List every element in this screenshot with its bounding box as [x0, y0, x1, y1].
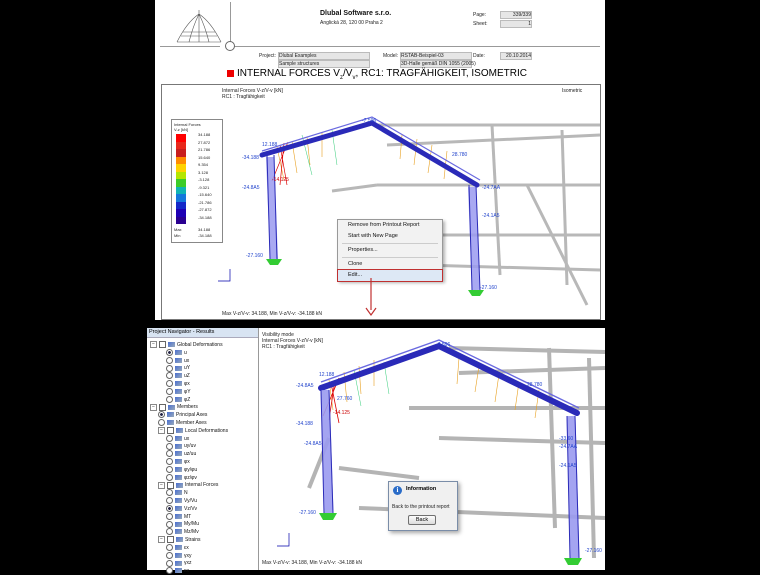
result-type-icon: [175, 436, 182, 441]
legend-value: -9.321: [198, 184, 210, 190]
date-label: Date:: [473, 53, 485, 59]
radio-button[interactable]: [166, 544, 173, 551]
expand-icon[interactable]: −: [158, 482, 165, 489]
radio-button[interactable]: [166, 521, 173, 528]
radio-button[interactable]: [166, 443, 173, 450]
view-label-left2: -34.188: [296, 421, 313, 427]
company-address: Anglická 28, 120 00 Praha 2: [320, 20, 383, 26]
result-type-icon: [176, 537, 183, 542]
nav-item[interactable]: [166, 450, 196, 458]
legend-value: 15.640: [198, 154, 211, 160]
legend-swatch: [176, 202, 186, 210]
view-label-right1: 28.780: [527, 382, 543, 388]
value-label-right1: 28.780: [452, 152, 468, 158]
nav-label: uz/uu: [184, 451, 197, 458]
radio-button[interactable]: [166, 552, 173, 559]
nav-item[interactable]: [166, 474, 197, 482]
arrow-down-icon: [364, 278, 378, 318]
nav-item[interactable]: [166, 528, 199, 536]
nav-label: Internal Forces: [185, 482, 219, 489]
result-type-icon: [175, 366, 182, 371]
information-dialog: [388, 481, 458, 531]
view-label-left3: -24.8A5: [304, 441, 322, 447]
legend-swatch: [176, 187, 186, 195]
menu-separator: [342, 257, 438, 258]
nav-label: uY: [184, 365, 191, 372]
radio-button[interactable]: [166, 567, 173, 574]
logo-anchor-circle: [225, 41, 235, 51]
dialog-message: Back to the printout report: [392, 504, 450, 510]
legend-value: 34.188: [198, 132, 211, 137]
expand-icon[interactable]: −: [150, 341, 157, 348]
context-menu: [337, 219, 443, 281]
nav-item[interactable]: [166, 388, 191, 396]
nav-item[interactable]: [166, 544, 189, 552]
expand-icon[interactable]: −: [150, 404, 157, 411]
nav-label: φx: [184, 459, 190, 465]
nav-item[interactable]: [166, 364, 190, 372]
legend-max-value: 34.188: [198, 227, 211, 232]
result-type-icon: [175, 397, 182, 402]
nav-group[interactable]: [150, 341, 223, 349]
value-label-right5: -27.160: [480, 285, 497, 291]
checkbox[interactable]: [159, 404, 166, 411]
nav-item[interactable]: [166, 559, 192, 567]
nav-label: ux: [184, 357, 190, 364]
radio-button[interactable]: [166, 528, 173, 535]
nav-item[interactable]: [166, 372, 190, 380]
result-type-icon: [175, 545, 182, 550]
back-button[interactable]: Back: [408, 515, 436, 525]
nav-item[interactable]: [166, 489, 188, 497]
nav-item[interactable]: [166, 357, 189, 365]
dialog-title: Information: [406, 486, 437, 492]
report-title: INTERNAL FORCES $V_z/V_v$, RC1: TRAGFÄHIGKEIT, ISOMETRIC: [237, 68, 527, 81]
legend-value: -3.128: [198, 177, 210, 182]
nav-label: Vy/Vu: [184, 498, 197, 504]
nav-item[interactable]: [166, 520, 199, 528]
nav-label: Members: [177, 404, 198, 411]
date-value: 20.10.2014: [500, 52, 532, 60]
legend-value: 9.354: [198, 162, 209, 167]
result-type-icon: [175, 514, 182, 519]
nav-label: uZ: [184, 373, 190, 380]
company-name: Dlubal Software s.r.o.: [320, 10, 392, 17]
menu-item-remove[interactable]: Remove from Printout Report: [348, 222, 420, 228]
nav-item[interactable]: [166, 435, 189, 443]
view-label-left1: -24.8A5: [296, 383, 314, 389]
radio-button[interactable]: [166, 396, 173, 403]
view-label-right5: -27.160: [585, 548, 602, 554]
view-caption-mode: Visibility mode: [262, 332, 294, 338]
checkbox[interactable]: [167, 427, 174, 434]
nav-group[interactable]: [150, 403, 198, 411]
result-type-icon: [175, 350, 182, 355]
legend-value: -34.188: [198, 214, 212, 220]
page-value: 339/339: [500, 11, 532, 19]
value-label-left1: -34.188: [242, 155, 259, 161]
radio-button[interactable]: [166, 365, 173, 372]
view-label-mid2: -14.125: [333, 410, 350, 416]
legend-title: Internal Forces: [174, 122, 201, 127]
legend-min-value: -34.188: [198, 233, 212, 238]
value-label-top: -7.596: [362, 118, 377, 124]
legend-swatch: [176, 194, 186, 202]
nav-group[interactable]: [158, 481, 218, 489]
view-caption-rc: RC1 : Tragfähigkeit: [262, 344, 305, 350]
project-value: Dlubal Examples: [278, 52, 370, 60]
result-type-icon: [175, 451, 182, 456]
project-sub: Sample structures: [278, 60, 370, 68]
view-label-left4: -27.160: [299, 510, 316, 516]
checkbox[interactable]: [167, 536, 174, 543]
nav-item[interactable]: [158, 411, 207, 419]
view-label-right3: -24.7AA: [559, 444, 578, 450]
result-type-icon: [175, 522, 182, 527]
view-label-mid3: 27.760: [337, 396, 353, 402]
radio-button[interactable]: [166, 505, 173, 512]
nav-item[interactable]: [166, 458, 190, 466]
value-label-mid2: -14.125: [272, 177, 289, 183]
menu-separator: [342, 243, 438, 244]
view-caption-forces: Internal Forces V-z/V-v [kN]: [262, 338, 323, 344]
radio-button[interactable]: [166, 388, 173, 395]
nav-label: N: [184, 490, 188, 497]
nav-label: u: [184, 349, 187, 356]
info-icon: i: [393, 486, 402, 495]
nav-label: φY: [184, 388, 191, 395]
result-type-icon: [175, 459, 182, 464]
nav-label: εx: [184, 544, 189, 551]
result-type-icon: [175, 498, 182, 503]
plot-view-label: Isometric: [562, 88, 583, 94]
legend-swatch: [176, 157, 186, 165]
nav-item[interactable]: [166, 380, 190, 388]
result-type-icon: [175, 553, 182, 558]
result-graphic[interactable]: [161, 84, 601, 320]
nav-label: MT: [184, 513, 192, 520]
result-type-icon: [175, 506, 182, 511]
radio-button[interactable]: [166, 357, 173, 364]
value-label-left2: -24.8A5: [242, 185, 260, 191]
menu-item-clone[interactable]: Clone: [348, 261, 363, 267]
view-label-mid1: 12.188: [319, 372, 335, 378]
nav-item[interactable]: [166, 513, 191, 521]
result-type-icon: [175, 568, 182, 573]
view-label-right4: -24.1A5: [559, 463, 577, 469]
sheet-value: 1: [500, 20, 532, 28]
project-label: Project:: [259, 53, 276, 59]
legend-swatch: [176, 209, 186, 217]
radio-button[interactable]: [158, 411, 165, 418]
nav-label: γxy: [184, 552, 192, 559]
legend-swatch: [176, 179, 186, 187]
legend-swatch: [176, 164, 186, 172]
sheet-label: Sheet:: [473, 21, 488, 27]
result-type-icon: [167, 420, 174, 425]
nav-item[interactable]: [166, 466, 197, 474]
printout-page: [155, 0, 605, 320]
expand-icon[interactable]: −: [158, 427, 165, 434]
view-label-right2: -33.60: [559, 436, 574, 442]
radio-button[interactable]: [158, 419, 165, 426]
result-type-icon: [175, 561, 182, 566]
checkbox[interactable]: [167, 482, 174, 489]
nav-label: My/Mu: [184, 521, 199, 528]
nav-label: uy/uv: [184, 443, 196, 450]
result-type-icon: [175, 475, 182, 480]
nav-item[interactable]: [166, 567, 189, 575]
legend-value: -27.872: [198, 207, 212, 212]
color-legend: [171, 119, 223, 243]
model-view[interactable]: [259, 328, 605, 570]
model-value: RSTAB-Beispiel-03: [400, 52, 472, 60]
radio-button[interactable]: [166, 466, 173, 473]
radio-button[interactable]: [166, 513, 173, 520]
value-label-mid1: 12.188: [262, 142, 278, 148]
menu-item-edit[interactable]: Edit...: [338, 270, 442, 281]
nav-label: Vz/Vv: [184, 505, 198, 512]
value-label-right4: -24.1A5: [482, 213, 500, 219]
value-label-right3: -24.7AA: [482, 185, 501, 191]
nav-item[interactable]: [158, 419, 207, 427]
model-sub: 3D-Halle gemäß DIN 1055 (2005): [401, 61, 476, 67]
radio-button[interactable]: [166, 349, 173, 356]
result-type-icon: [175, 444, 182, 449]
legend-min-label: Min: [174, 233, 181, 238]
nav-label: φz/φv: [184, 474, 197, 481]
plot-caption: Internal Forces V-z/V-v [kN]: [222, 88, 283, 94]
result-type-icon: [175, 490, 182, 495]
nav-group[interactable]: [158, 536, 201, 544]
radio-button[interactable]: [166, 450, 173, 457]
result-type-icon: [175, 529, 182, 534]
nav-label: φy/φu: [184, 466, 198, 473]
plot-footer: Max V-z/V-v: 34.188, Min V-z/V-v: -34.188 kN: [222, 311, 323, 317]
result-type-icon: [176, 428, 183, 433]
nav-item[interactable]: [166, 349, 187, 357]
legend-value: 27.872: [198, 139, 211, 145]
legend-max-label: Max: [174, 227, 182, 232]
nav-item[interactable]: [166, 442, 196, 450]
nav-label: Principal Axes: [176, 412, 208, 419]
nav-label: Strains: [185, 537, 201, 543]
legend-unit: V-z [kN]: [174, 127, 189, 132]
result-type-icon: [175, 467, 182, 472]
result-type-icon: [175, 389, 182, 394]
dlubal-logo-icon: [173, 8, 225, 46]
nav-group[interactable]: [158, 427, 228, 435]
nav-item[interactable]: [166, 552, 192, 560]
legend-value: -15.640: [198, 192, 212, 197]
radio-button[interactable]: [166, 372, 173, 379]
radio-button[interactable]: [166, 489, 173, 496]
plot-caption-rc: RC1 : Tragfähigkeit: [222, 94, 265, 100]
menu-item-properties[interactable]: Properties...: [348, 247, 378, 253]
nav-label: κx: [184, 568, 189, 575]
view-label-top: -7.596: [436, 342, 451, 348]
radio-button[interactable]: [166, 474, 173, 481]
nav-item[interactable]: [166, 505, 197, 513]
result-type-icon: [175, 373, 182, 378]
legend-swatch: [176, 149, 186, 157]
legend-swatch: [176, 217, 186, 225]
nav-label: ux: [184, 435, 190, 442]
checkbox[interactable]: [159, 341, 166, 348]
nav-label: φZ: [184, 396, 191, 403]
result-type-icon: [168, 342, 175, 347]
nav-item[interactable]: [166, 497, 197, 505]
radio-button[interactable]: [166, 497, 173, 504]
project-navigator: [147, 328, 259, 575]
result-type-icon: [175, 381, 182, 386]
nav-label: γxz: [184, 560, 192, 567]
legend-swatch: [176, 142, 186, 150]
value-label-left4: -27.160: [246, 253, 263, 259]
expand-icon[interactable]: −: [158, 536, 165, 543]
view-footer: Max V-z/V-v: 34.188, Min V-z/V-v: -34.188 kN: [262, 560, 363, 566]
nav-label: Mz/Mv: [184, 529, 199, 536]
model-label: Model:: [383, 53, 399, 59]
frame-3d-view: [259, 328, 605, 570]
radio-button[interactable]: [166, 380, 173, 387]
result-type-icon: [167, 412, 174, 417]
legend-swatch: [176, 134, 186, 142]
navigator-title: Project Navigator - Results: [147, 328, 258, 338]
legend-value: 21.786: [198, 147, 211, 152]
radio-button[interactable]: [166, 458, 173, 465]
legend-value: 3.128: [198, 169, 209, 175]
result-type-icon: [175, 358, 182, 363]
page-label: Page:: [473, 12, 487, 18]
menu-item-new-page[interactable]: Start with New Page: [348, 233, 398, 239]
result-type-icon: [176, 483, 183, 488]
nav-label: Global Deformations: [177, 342, 223, 348]
radio-button[interactable]: [166, 560, 173, 567]
nav-label: Local Deformations: [185, 427, 229, 434]
nav-item[interactable]: [166, 396, 190, 404]
result-type-icon: [168, 405, 175, 410]
legend-swatch: [176, 172, 186, 180]
radio-button[interactable]: [166, 435, 173, 442]
nav-label: φx: [184, 381, 190, 387]
title-marker: [227, 70, 234, 77]
nav-label: Member Axes: [176, 420, 207, 426]
legend-value: -21.786: [198, 199, 212, 205]
frame-diagram: [162, 85, 600, 319]
